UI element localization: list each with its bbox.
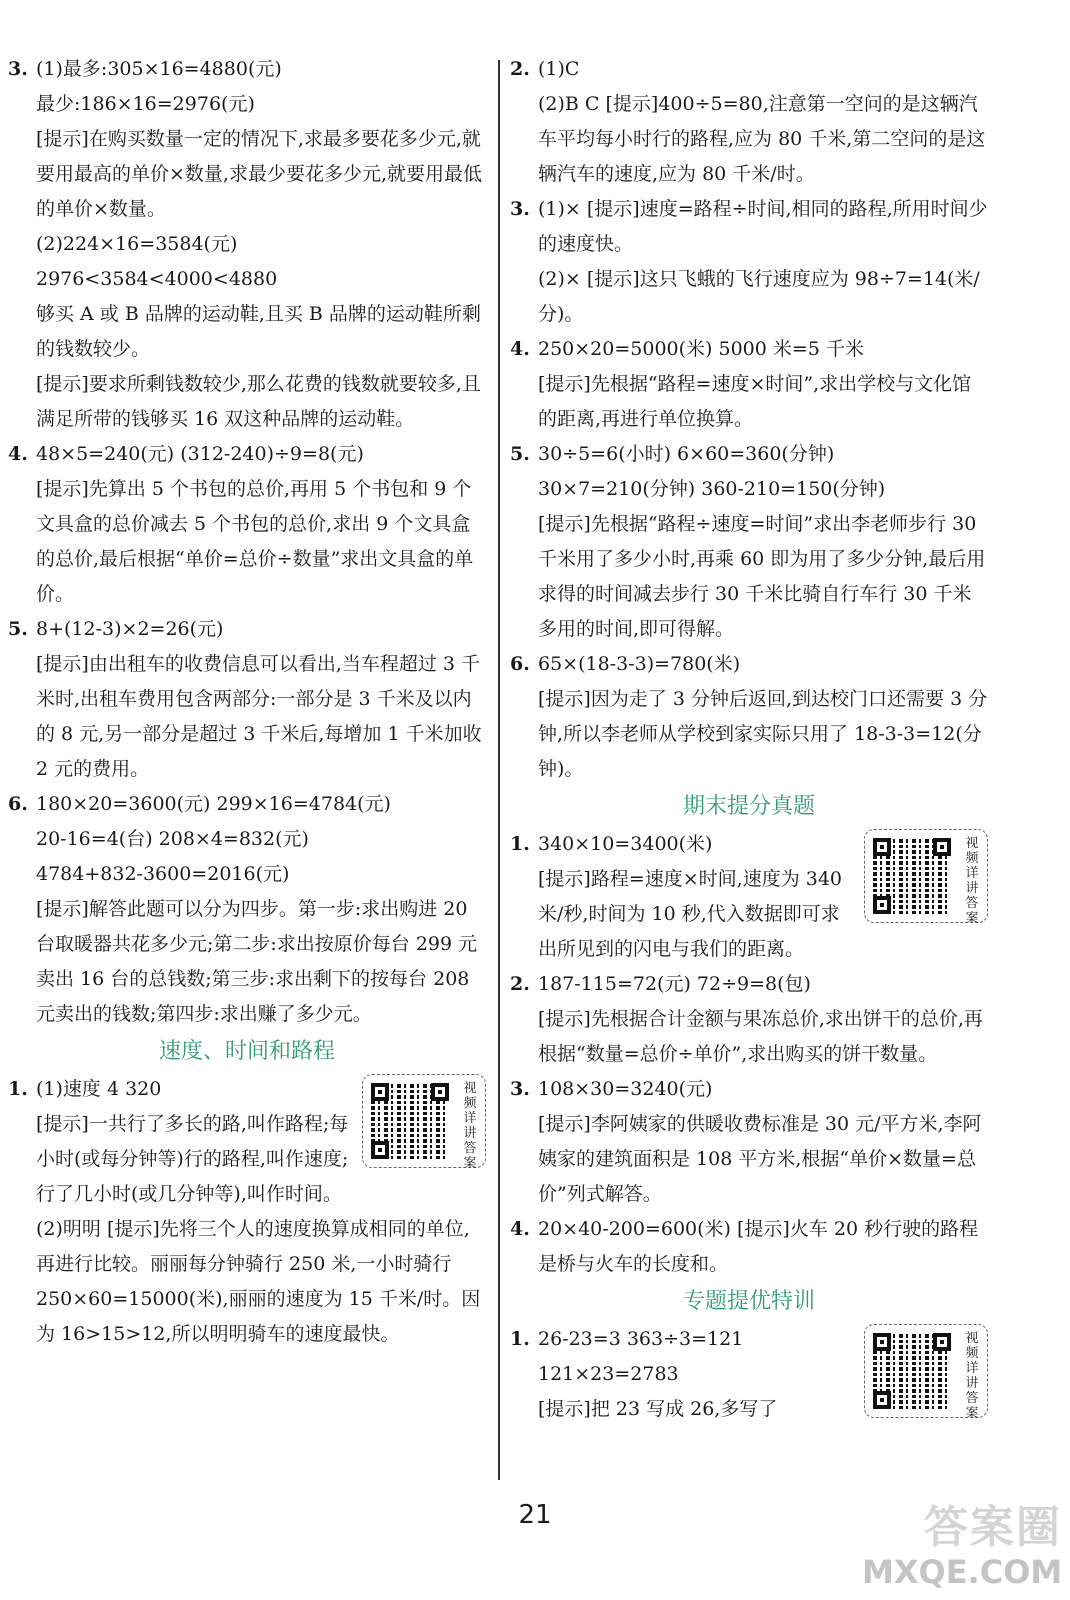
hint-text: (2)明明 [提示]先将三个人的速度换算成相同的单位,再进行比较。丽丽每分钟骑行 250 米,一小时骑行 250×60=15000(米),丽丽的速度为 15 千米/时。因为 16>15>12,所以明明骑车的速度最快。 [36, 1218, 481, 1345]
hint-text: [提示]先根据“路程=速度×时间”,求出学校与文化馆的距离,再进行单位换算。 [538, 373, 972, 430]
item-number: 2. [510, 973, 530, 995]
hint-text: [提示]在购买数量一定的情况下,求最多要花多少元,就要用最高的单价×数量,求最少要花多少元,就要用最低的单价×数量。 [36, 128, 483, 220]
left-column [8, 52, 486, 1352]
hint-text: [提示]解答此题可以分为四步。第一步:求出购进 20 台取暖器共花多少元;第二步:求出按原价每台 299 元卖出 16 台的总钱数;第三步:求出剩下的按每台 208 元卖出的钱数;第四步:求出赚了多少元。 [36, 898, 478, 1025]
right-column [510, 52, 988, 1427]
answer-line: 187-115=72(元) 72÷9=8(包) [538, 973, 811, 995]
qr-finder [933, 838, 951, 856]
answer-line: 20-16=4(台) 208×4=832(元) [36, 828, 309, 850]
qr-label: 视频详讲答案 [463, 1081, 477, 1171]
answer-line: (1)C [538, 58, 580, 80]
answer-item [8, 787, 486, 1032]
item-number: 5. [510, 443, 530, 465]
answer-item [8, 437, 486, 612]
qr-finder [873, 1391, 891, 1409]
qr-finder [431, 1083, 449, 1101]
answer-line: 够买 A 或 B 品牌的运动鞋,且买 B 品牌的运动鞋所剩的钱数较少。 [36, 303, 481, 360]
item-number: 3. [510, 1078, 530, 1100]
item-number: 6. [8, 793, 28, 815]
answer-line: 65×(18-3-3)=780(米) [538, 653, 741, 675]
hint-text: [提示]李阿姨家的供暖收费标准是 30 元/平方米,李阿姨家的建筑面积是 108 平方米,根据“单价×数量=总价”列式解答。 [538, 1113, 982, 1205]
answer-line: 340×10=3400(米) [538, 833, 713, 855]
item-number: 1. [8, 1078, 28, 1100]
answer-item [8, 1072, 486, 1352]
answer-item [8, 612, 486, 787]
qr-finder [371, 1141, 389, 1159]
answer-line: 26-23=3 363÷3=121 [538, 1328, 744, 1350]
answer-item [510, 332, 988, 437]
qr-code[interactable] [864, 1324, 988, 1421]
answer-item [510, 647, 988, 787]
column-divider [498, 60, 500, 1480]
page-number: 21 [518, 1500, 552, 1530]
qr-finder [933, 1333, 951, 1351]
answer-item [510, 1212, 988, 1282]
answer-line: 最少:186×16=2976(元) [36, 93, 255, 115]
hint-text: [提示]把 23 写成 26,多写了 [538, 1398, 778, 1420]
item-number: 1. [510, 833, 530, 855]
answer-line: (2)224×16=3584(元) [36, 233, 238, 255]
hint-text: [提示]要求所剩钱数较少,那么花费的钱数就要较多,且满足所带的钱够买 16 双这种品牌的运动鞋。 [36, 373, 481, 430]
hint-text: [提示]一共行了多长的路,叫作路程;每小时(或每分钟等)行的路程,叫作速度;行了几小时(或几分钟等),叫作时间。 [36, 1113, 349, 1205]
answer-line: 4784+832-3600=2016(元) [36, 863, 290, 885]
watermark-text: 答案圈 [924, 1502, 1062, 1553]
answer-line: 30×7=210(分钟) 360-210=150(分钟) [538, 478, 886, 500]
watermark-logo [862, 1502, 1062, 1594]
section-title: 速度、时间和路程 [158, 1039, 335, 1064]
qr-finder [873, 838, 891, 856]
qr-finder [873, 896, 891, 914]
answer-line: 30÷5=6(小时) 6×60=360(分钟) [538, 443, 835, 465]
hint-text: [提示]路程=速度×时间,速度为 340 米/秒,时间为 10 秒,代入数据即可求出所见到的闪电与我们的距离。 [538, 868, 843, 960]
item-number: 2. [510, 58, 530, 80]
answer-line: 250×20=5000(米) 5000 米=5 千米 [538, 338, 864, 360]
answer-line: 2976<3584<4000<4880 [36, 268, 278, 290]
answer-line: (1)最多:305×16=4880(元) [36, 58, 282, 80]
section-title: 专题提优特训 [682, 1289, 815, 1314]
answer-line: 180×20=3600(元) 299×16=4784(元) [36, 793, 391, 815]
item-number: 4. [8, 443, 28, 465]
answer-item [510, 192, 988, 332]
qr-code[interactable] [362, 1074, 486, 1171]
qr-code[interactable] [864, 829, 988, 926]
hint-text: [提示]先根据合计金额与果冻总价,求出饼干的总价,再根据“数量=总价÷单价”,求出购买的饼干数量。 [538, 1008, 983, 1065]
qr-finder [371, 1083, 389, 1101]
answer-item [510, 1072, 988, 1212]
answer-line: 48×5=240(元) (312-240)÷9=8(元) [36, 443, 364, 465]
answer-item [510, 967, 988, 1072]
watermark-url: MXQE.COM [862, 1553, 1063, 1591]
answer-line: 121×23=2783 [538, 1363, 679, 1385]
qr-finder [873, 1333, 891, 1351]
item-number: 4. [510, 338, 530, 360]
item-number: 4. [510, 1218, 530, 1240]
qr-label: 视频详讲答案 [965, 1331, 979, 1421]
answer-item [8, 52, 486, 437]
hint-text: 20×40-200=600(米) [提示]火车 20 秒行驶的路程是桥与火车的长度和。 [538, 1218, 979, 1275]
hint-text: [提示]因为走了 3 分钟后返回,到达校门口还需要 3 分钟,所以李老师从学校到家实际只用了 18-3-3=12(分钟)。 [538, 688, 988, 780]
qr-label: 视频详讲答案 [965, 836, 979, 926]
item-number: 3. [510, 198, 530, 220]
answer-line: (1)速度 4 320 [36, 1078, 162, 1100]
item-number: 6. [510, 653, 530, 675]
section-title: 期末提分真题 [682, 794, 815, 819]
answer-item [510, 437, 988, 647]
answer-item [510, 1322, 988, 1427]
item-number: 5. [8, 618, 28, 640]
hint-text: (1)× [提示]速度=路程÷时间,相同的路程,所用时间少的速度快。 [538, 198, 988, 255]
item-number: 3. [8, 58, 28, 80]
hint-text: [提示]先根据“路程÷速度=时间”求出李老师步行 30 千米用了多少小时,再乘 60 即为用了多少分钟,最后用求得的时间减去步行 30 千米比骑自行车行 30 千米多用的时间,即可得解。 [538, 513, 986, 640]
answer-line: 8+(12-3)×2=26(元) [36, 618, 224, 640]
hint-text: [提示]由出租车的收费信息可以看出,当车程超过 3 千米时,出租车费用包含两部分:一部分是 3 千米及以内的 8 元,另一部分是超过 3 千米后,每增加 1 千米加收 2 元的费用。 [36, 653, 482, 780]
answer-item [510, 52, 988, 192]
hint-text: [提示]先算出 5 个书包的总价,再用 5 个书包和 9 个文具盒的总价减去 5 个书包的总价,求出 9 个文具盒的总价,最后根据“单价=总价÷数量”求出文具盒的单价。 [36, 478, 474, 605]
answer-line: 108×30=3240(元) [538, 1078, 713, 1100]
hint-text: (2)B C [提示]400÷5=80,注意第一空问的是这辆汽车平均每小时行的路程,应为 80 千米,第二空问的是这辆汽车的速度,应为 80 千米/时。 [538, 93, 986, 185]
hint-text: (2)× [提示]这只飞蛾的飞行速度应为 98÷7=14(米/分)。 [538, 268, 980, 325]
item-number: 1. [510, 1328, 530, 1350]
answer-item [510, 827, 988, 967]
